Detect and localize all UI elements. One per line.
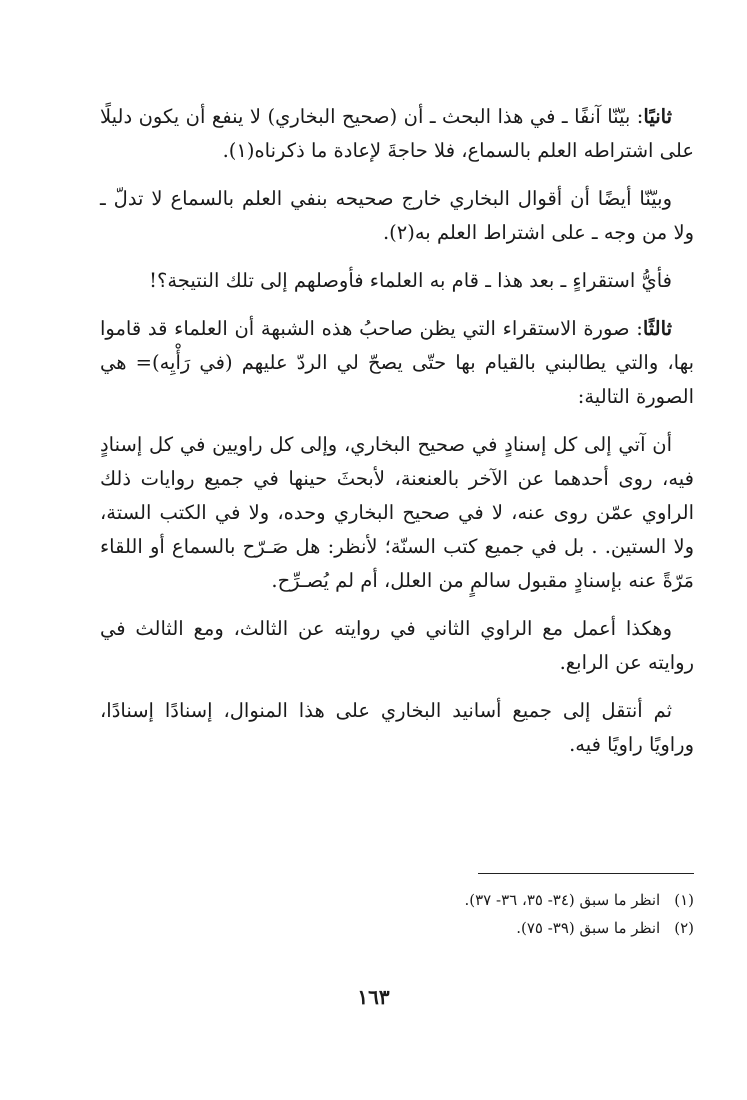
footnote-text: انظر ما سبق (٣٤- ٣٥، ٣٦- ٣٧). [464,891,661,909]
paragraph-4 [100,312,694,414]
paragraph-lead: ثالثًا [642,317,672,340]
paragraph-text: : بيّنّا آنفًا ـ في هذا البحث ـ أن (صحيح البخاري) لا ينفع أن يكون دليلًا على اشتراطه العلم بالسماع، فلا حاجةَ لإعادة ما ذكرناه(١). [100,105,694,162]
footnote-separator [478,873,694,874]
paragraph-text: وهكذا أعمل مع الراوي الثاني في روايته عن الثالث، ومع الثالث في روايته عن الرابع. [100,617,694,674]
paragraph-lead: ثانيًا [643,105,672,128]
footnote-number: (٢) [674,919,694,937]
paragraph-text: فأيُّ استقراءٍ ـ بعد هذا ـ قام به العلماء فأوصلهم إلى تلك النتيجة؟! [149,269,672,292]
page-number: ١٦٣ [357,985,390,1009]
paragraph-3 [100,264,694,298]
paragraph-2 [100,182,694,250]
paragraph-7 [100,694,694,762]
paragraph-5 [100,428,694,598]
footnote-2 [100,914,694,942]
footnotes [100,886,694,942]
paragraph-6 [100,612,694,680]
paragraph-text: أن آتي إلى كل إسنادٍ في صحيح البخاري، وإلى كل راويين في كل إسنادٍ فيه، روى أحدهما عن الآخر بالعنعنة، لأبحثَ حينها في جميع روايات ذلك الراوي عمّن روى عنه، لا في صحيح البخاري وحده، ولا في الكتب الستة، ولا الستين. . بل في جميع كتب السنّة؛ لأنظر: هل صَـرّح بالسماع أو اللقاء مَرّةً عنه بإسنادٍ مقبول سالمٍ من العلل، أم لم يُصـرِّح. [100,433,694,592]
paragraph-1 [100,100,694,168]
footnote-1 [100,886,694,914]
paragraph-text: ثم أنتقل إلى جميع أسانيد البخاري على هذا المنوال، إسنادًا إسنادًا، وراويًا راويًا فيه. [100,699,694,756]
footnote-number: (١) [674,891,694,909]
paragraph-text: : صورة الاستقراء التي يظن صاحبُ هذه الشبهة أن العلماء قد قاموا بها، والتي يطالبني بالقيام بها حتّى يصحّ لي الردّ عليهم (في رَأْيِه)= هي الصورة التالية: [100,317,694,408]
footnote-text: انظر ما سبق (٣٩- ٧٥). [516,919,661,937]
paragraph-text: وبيّنّا أيضًا أن أقوال البخاري خارج صحيحه بنفي العلم بالسماع لا تدلّ ـ ولا من وجه ـ على اشتراط العلم به(٢). [100,187,694,244]
main-text [100,100,694,776]
